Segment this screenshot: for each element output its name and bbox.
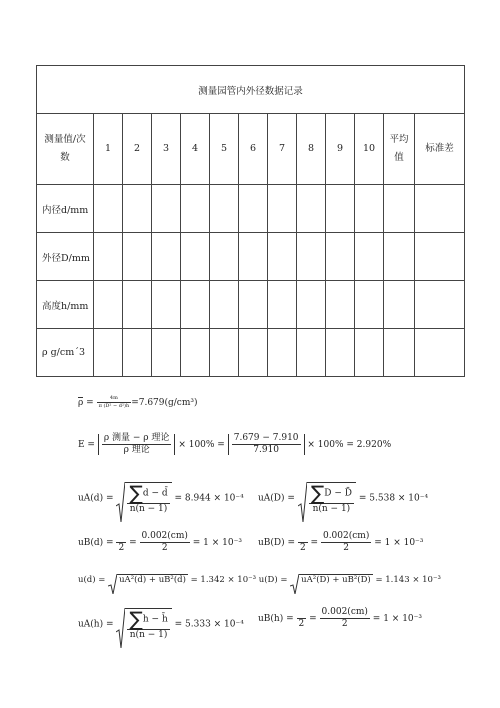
u-D-lhs: u(D) = xyxy=(258,574,288,585)
table-cell xyxy=(181,233,210,281)
uA-D-denominator: n(n − 1) xyxy=(309,503,354,514)
table-cell xyxy=(94,233,123,281)
table-cell xyxy=(123,233,152,281)
table-cell xyxy=(94,185,123,233)
error-denominator-1: ρ 理论 xyxy=(102,444,172,455)
error-numerator-2: 7.679 − 7.910 xyxy=(233,433,299,443)
table-cell xyxy=(210,329,239,377)
header-mean xyxy=(384,114,415,185)
error-lhs: E = xyxy=(78,440,95,450)
header-mean-line1: 平均 xyxy=(389,133,409,145)
table-cell xyxy=(123,281,152,329)
header-measure-label xyxy=(37,114,94,185)
formula-uA-D xyxy=(258,482,428,514)
formula-density xyxy=(78,396,198,409)
table-cell xyxy=(384,233,415,281)
table-row xyxy=(37,281,465,329)
u-d-inner: uA²(d) + uB²(d) xyxy=(119,575,186,585)
uA-D-numerator xyxy=(309,481,354,505)
row-label-outer-diameter: 外径D/mm xyxy=(37,233,94,281)
u-D-inner: uA²(D) + uB²(D) xyxy=(301,575,371,585)
table-cell xyxy=(181,329,210,377)
error-fraction-1 xyxy=(102,434,172,455)
uA-d-inner: d − d̄ xyxy=(142,488,168,499)
data-record-table xyxy=(36,65,465,377)
table-cell xyxy=(268,329,297,377)
table-cell xyxy=(384,281,415,329)
uA-d-denominator: n(n − 1) xyxy=(127,503,169,514)
uB-h-lhs: uB(h) = xyxy=(258,614,294,624)
table-cell xyxy=(415,329,465,377)
uB-d-result: = 1 × 10⁻³ xyxy=(192,538,242,548)
header-mean-line2: 值 xyxy=(394,152,404,163)
table-cell xyxy=(355,329,384,377)
uB-d-lhs: uB(d) = xyxy=(78,538,114,548)
uB-D-fraction-2 xyxy=(321,532,371,553)
uB-d-denominator-2: 2 xyxy=(140,542,190,553)
table-cell xyxy=(181,281,210,329)
table-row xyxy=(37,233,465,281)
uA-D-lhs: uA(D) = xyxy=(258,493,295,504)
error-abs-2 xyxy=(228,434,305,455)
sigma-icon: ∑ xyxy=(310,481,325,505)
error-numerator-1: ρ 测量 − ρ 理论 xyxy=(103,433,170,443)
table-cell xyxy=(326,233,355,281)
table-cell xyxy=(239,185,268,233)
formula-uA-d xyxy=(78,482,244,514)
sigma-icon: ∑ xyxy=(129,481,143,505)
u-D-result: = 1.143 × 10⁻³ xyxy=(375,574,441,585)
table-cell xyxy=(355,281,384,329)
table-cell xyxy=(152,329,181,377)
uB-D-result: = 1 × 10⁻³ xyxy=(374,538,424,548)
radical-icon xyxy=(116,482,125,522)
table-cell xyxy=(297,185,326,233)
table-cell xyxy=(268,185,297,233)
uB-h-result: = 1 × 10⁻³ xyxy=(372,614,422,624)
table-cell xyxy=(239,281,268,329)
table-cell xyxy=(210,281,239,329)
formula-uB-D xyxy=(258,532,423,553)
table-cell xyxy=(239,329,268,377)
table-row xyxy=(37,185,465,233)
density-numerator: 4m xyxy=(109,395,118,401)
uB-D-numerator-2: 0.002(cm) xyxy=(322,531,370,541)
table-cell xyxy=(384,185,415,233)
formula-uB-d xyxy=(78,532,242,553)
uA-D-fraction xyxy=(307,482,356,514)
uB-h-fraction-1 xyxy=(297,608,307,629)
header-col-4: 4 xyxy=(181,114,210,185)
uA-d-fraction xyxy=(125,482,171,514)
uB-D-denominator-1: 2 xyxy=(299,543,306,553)
header-col-10: 10 xyxy=(355,114,384,185)
uA-d-lhs: uA(d) = xyxy=(78,493,114,504)
uB-d-eq: = xyxy=(129,538,137,548)
sigma-icon: ∑ xyxy=(129,607,143,631)
table-cell xyxy=(326,185,355,233)
header-stddev: 标准差 xyxy=(415,114,465,185)
table-cell xyxy=(123,185,152,233)
table-cell xyxy=(326,281,355,329)
table-cell xyxy=(123,329,152,377)
table-cell xyxy=(268,281,297,329)
table-cell xyxy=(181,185,210,233)
row-label-density: ρ g/cm´3 xyxy=(37,329,94,377)
density-fraction xyxy=(97,396,132,409)
uB-h-numerator-2: 0.002(cm) xyxy=(321,607,368,617)
error-fraction-2 xyxy=(232,434,301,455)
header-col-5: 5 xyxy=(210,114,239,185)
header-col-9: 9 xyxy=(326,114,355,185)
table-cell xyxy=(239,233,268,281)
table-cell xyxy=(268,233,297,281)
uB-D-eq: = xyxy=(310,538,319,548)
uA-h-sqrt xyxy=(116,608,171,640)
uA-h-inner: h − h̄ xyxy=(142,614,168,625)
formula-uB-h xyxy=(258,608,422,629)
rho-mean-symbol: ρ xyxy=(78,398,84,408)
uA-d-result: = 8.944 × 10⁻⁴ xyxy=(174,493,244,504)
row-label-height: 高度h/mm xyxy=(37,281,94,329)
uA-h-denominator: n(n − 1) xyxy=(127,629,169,640)
table-cell xyxy=(415,185,465,233)
uB-h-denominator-2: 2 xyxy=(320,618,370,629)
table-cell xyxy=(210,185,239,233)
uA-d-numerator xyxy=(127,481,169,505)
uB-d-fraction-2 xyxy=(140,532,190,553)
uA-h-lhs: uA(h) = xyxy=(78,619,114,630)
u-d-sqrt xyxy=(108,574,188,585)
uA-h-numerator xyxy=(127,607,169,631)
table-cell xyxy=(94,329,123,377)
table-cell xyxy=(210,233,239,281)
radical-icon xyxy=(108,574,117,594)
u-d-lhs: u(d) = xyxy=(78,574,106,585)
table-cell xyxy=(326,329,355,377)
error-abs-1 xyxy=(98,434,176,455)
header-col-8: 8 xyxy=(297,114,326,185)
table-cell xyxy=(94,281,123,329)
radical-icon xyxy=(298,482,307,522)
density-result: =7.679(g/cm³) xyxy=(131,398,198,408)
uA-D-sqrt xyxy=(298,482,356,514)
uA-d-sqrt xyxy=(116,482,171,514)
table-cell xyxy=(152,281,181,329)
uB-h-fraction-2 xyxy=(320,608,370,629)
formula-relative-error xyxy=(78,434,391,455)
error-result: × 100% = 2.920% xyxy=(307,440,392,450)
header-label-line1: 测量值/次 xyxy=(44,133,86,145)
radical-icon xyxy=(290,574,299,594)
u-D-sqrt xyxy=(290,574,373,585)
uB-h-numerator-1 xyxy=(297,608,307,618)
table-cell xyxy=(297,329,326,377)
u-d-result: = 1.342 × 10⁻³ xyxy=(190,574,257,585)
uB-d-fraction-1 xyxy=(116,532,126,553)
error-times-1: × 100% = xyxy=(178,440,225,450)
uB-D-fraction-1 xyxy=(298,532,308,553)
formula-combined-uncertainty xyxy=(78,574,441,585)
table-cell xyxy=(384,329,415,377)
table-cell xyxy=(415,233,465,281)
uB-h-eq: = xyxy=(309,614,317,624)
table-cell xyxy=(152,233,181,281)
formula-uA-h xyxy=(78,608,244,640)
uB-D-numerator-1 xyxy=(298,532,308,542)
table-cell xyxy=(297,233,326,281)
table-cell xyxy=(355,185,384,233)
uA-D-result: = 5.538 × 10⁻⁴ xyxy=(358,493,429,504)
uB-d-numerator-2: 0.002(cm) xyxy=(141,531,188,541)
table-cell xyxy=(355,233,384,281)
row-label-inner-diameter: 内径d/mm xyxy=(37,185,94,233)
uB-D-lhs: uB(D) = xyxy=(258,538,296,548)
uB-D-denominator-2: 2 xyxy=(321,542,371,553)
table-title: 测量园管内外径数据记录 xyxy=(37,66,465,114)
header-label-line2: 数 xyxy=(60,152,70,163)
table-row xyxy=(37,329,465,377)
header-col-2: 2 xyxy=(123,114,152,185)
header-col-1: 1 xyxy=(94,114,123,185)
error-denominator-2: 7.910 xyxy=(232,444,301,455)
header-col-6: 6 xyxy=(239,114,268,185)
uA-h-result: = 5.333 × 10⁻⁴ xyxy=(174,619,244,630)
uB-d-denominator-1: 2 xyxy=(118,543,125,553)
density-denominator: π (D² − d²)h xyxy=(98,403,130,409)
uB-d-numerator-1 xyxy=(116,532,126,542)
uB-h-denominator-1: 2 xyxy=(298,619,305,629)
uA-h-fraction xyxy=(125,608,171,640)
uA-D-inner: D − D̄ xyxy=(324,488,352,499)
table-cell xyxy=(152,185,181,233)
radical-icon xyxy=(116,608,125,648)
table-cell xyxy=(415,281,465,329)
header-col-3: 3 xyxy=(152,114,181,185)
table-cell xyxy=(297,281,326,329)
header-col-7: 7 xyxy=(268,114,297,185)
formula-equals: = xyxy=(86,398,94,408)
